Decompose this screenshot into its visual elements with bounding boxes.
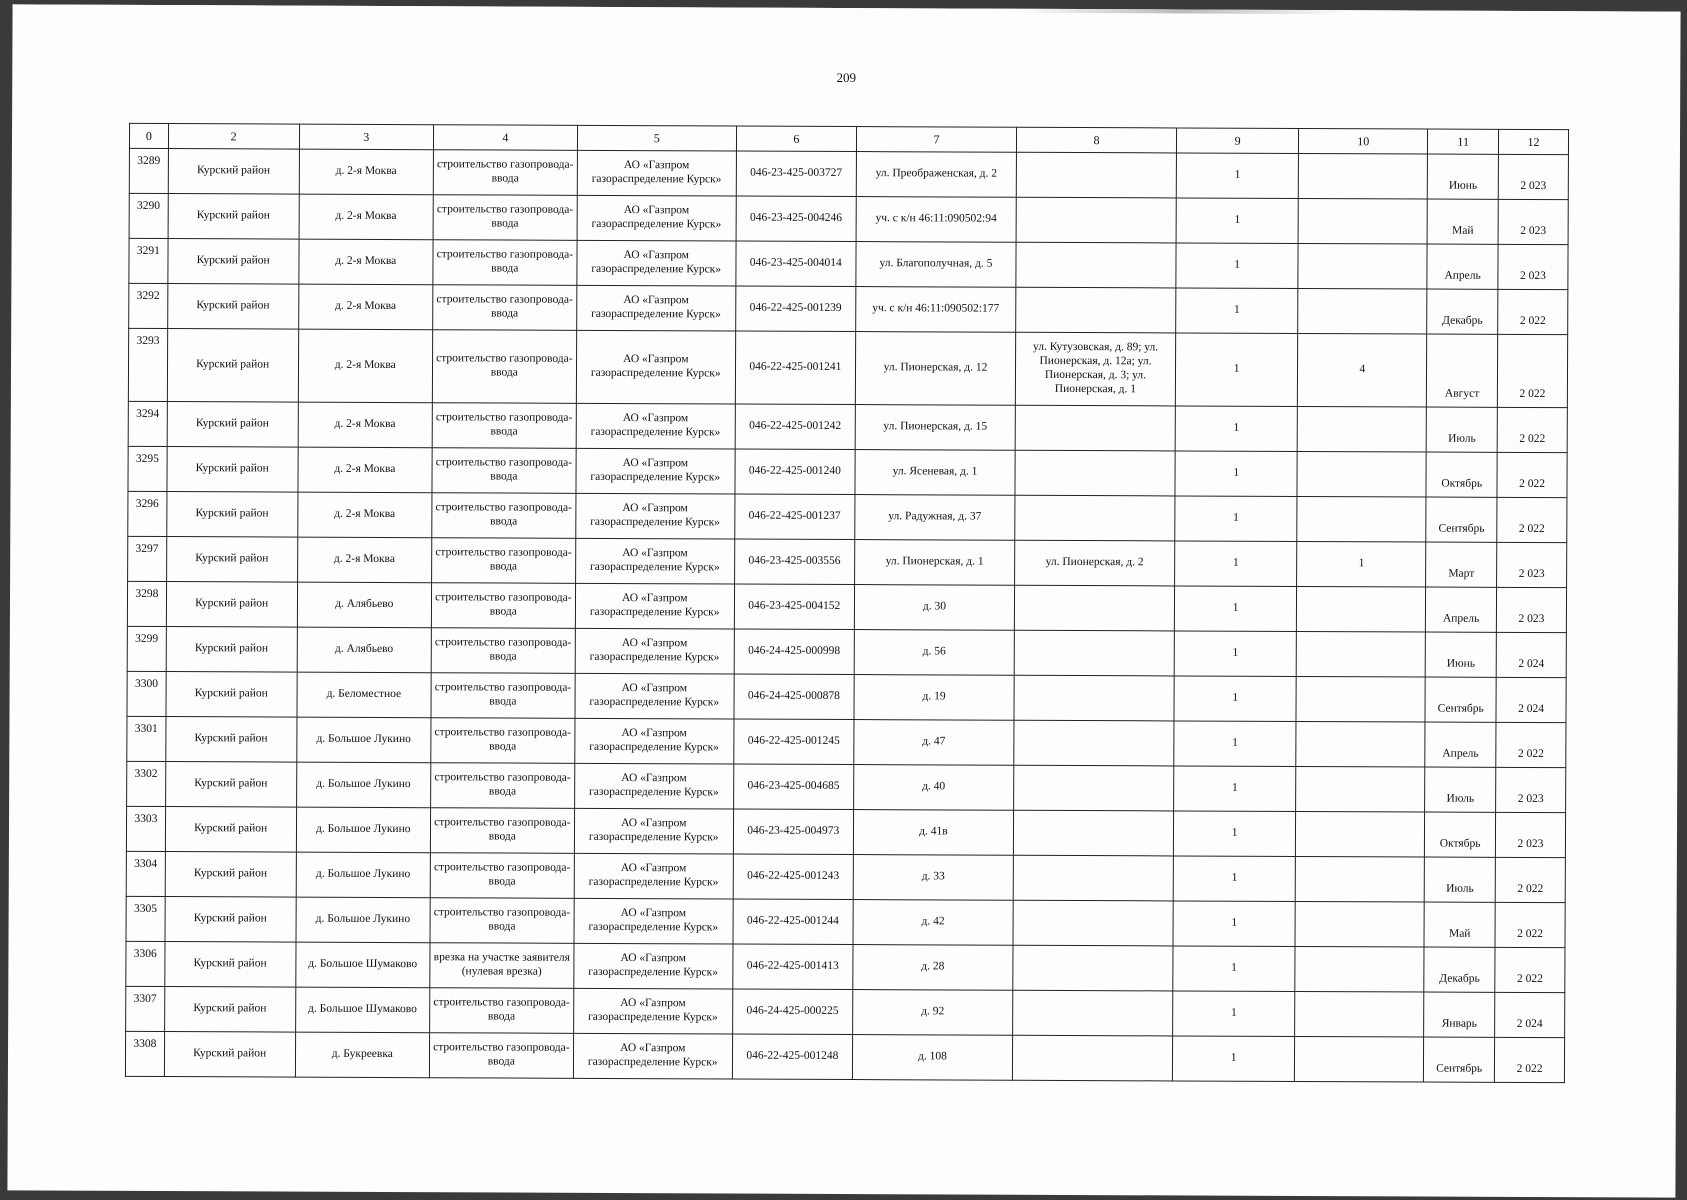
- additional-addresses-cell: [1014, 675, 1174, 721]
- application-code-cell: 046-22-425-001245: [733, 719, 853, 765]
- additional-addresses-cell: [1015, 495, 1175, 541]
- locality-cell: д. Большое Лукино: [296, 762, 430, 808]
- count-cell: 1: [1175, 451, 1298, 497]
- month-cell: Март: [1426, 542, 1497, 587]
- organization-cell: АО «Газпром газораспределение Курск»: [575, 628, 734, 674]
- organization-cell: АО «Газпром газораспределение Курск»: [577, 150, 736, 196]
- additional-addresses-cell: [1016, 242, 1176, 288]
- month-cell: Июль: [1425, 767, 1496, 812]
- organization-cell: АО «Газпром газораспределение Курск»: [573, 988, 732, 1034]
- application-code-cell: 046-22-425-001243: [733, 854, 853, 900]
- work-type-cell: строительство газопровода-ввода: [431, 583, 575, 629]
- district-cell: Курский район: [164, 987, 295, 1033]
- row-number: 3291: [129, 238, 168, 283]
- row-number: 3295: [128, 446, 167, 491]
- application-code-cell: 046-22-425-001239: [735, 286, 855, 332]
- address-cell: д. 28: [853, 945, 1013, 991]
- district-cell: Курский район: [165, 717, 296, 763]
- column-header: 5: [577, 125, 736, 151]
- application-code-cell: 046-23-425-004152: [734, 584, 854, 630]
- district-cell: Курский район: [165, 807, 296, 853]
- application-code-cell: 046-24-425-000998: [734, 629, 854, 675]
- additional-count-cell: [1296, 811, 1425, 857]
- additional-addresses-cell: [1016, 152, 1176, 198]
- work-type-cell: строительство газопровода-ввода: [431, 718, 575, 764]
- table-row: [128, 536, 1567, 587]
- count-cell: 1: [1175, 541, 1298, 587]
- additional-count-cell: [1297, 496, 1426, 542]
- additional-count-cell: [1297, 451, 1426, 497]
- address-cell: ул. Пионерская, д. 15: [855, 405, 1015, 451]
- work-type-cell: строительство газопровода-ввода: [430, 808, 574, 854]
- application-code-cell: 046-24-425-000878: [734, 674, 854, 720]
- work-type-cell: строительство газопровода-ввода: [433, 195, 577, 241]
- additional-count-cell: [1296, 721, 1425, 767]
- organization-cell: АО «Газпром газораспределение Курск»: [574, 943, 733, 989]
- scan-edge: [13, 4, 1681, 15]
- row-number: 3302: [127, 761, 166, 806]
- column-header: 9: [1176, 128, 1299, 154]
- row-number: 3298: [127, 581, 166, 626]
- locality-cell: д. Большое Лукино: [296, 717, 430, 763]
- locality-cell: д. Большое Лукино: [296, 807, 430, 853]
- year-cell: 2 022: [1496, 722, 1566, 767]
- organization-cell: АО «Газпром газораспределение Курск»: [575, 718, 734, 764]
- month-cell: Декабрь: [1427, 289, 1498, 334]
- row-number: 3301: [127, 716, 166, 761]
- locality-cell: д. 2-я Моква: [298, 447, 432, 493]
- district-cell: Курский район: [168, 149, 299, 195]
- locality-cell: д. 2-я Моква: [298, 329, 433, 403]
- table-row: [129, 193, 1568, 244]
- row-number: 3300: [127, 671, 166, 716]
- additional-count-cell: [1299, 153, 1428, 199]
- year-cell: 2 024: [1496, 677, 1566, 722]
- document-page: [7, 4, 1680, 1197]
- organization-cell: АО «Газпром газораспределение Курск»: [575, 583, 734, 629]
- table-row: [128, 446, 1567, 497]
- address-cell: ул. Ясеневая, д. 1: [855, 450, 1015, 496]
- address-cell: ул. Благополучная, д. 5: [856, 242, 1016, 288]
- district-cell: Курский район: [166, 627, 297, 673]
- row-number: 3296: [128, 491, 167, 536]
- count-cell: 1: [1174, 676, 1297, 722]
- count-cell: 1: [1174, 631, 1297, 677]
- work-type-cell: строительство газопровода-ввода: [430, 853, 574, 899]
- organization-cell: АО «Газпром газораспределение Курск»: [576, 403, 735, 449]
- additional-addresses-cell: [1016, 287, 1176, 333]
- month-cell: Июнь: [1425, 632, 1496, 677]
- year-cell: 2 024: [1495, 992, 1565, 1037]
- row-number: 3294: [128, 401, 167, 446]
- count-cell: 1: [1173, 991, 1296, 1037]
- additional-addresses-cell: [1015, 405, 1175, 451]
- table-row: [127, 761, 1566, 812]
- locality-cell: д. 2-я Моква: [299, 194, 433, 240]
- row-number: 3299: [127, 626, 166, 671]
- work-type-cell: строительство газопровода-ввода: [430, 988, 574, 1034]
- year-cell: 2 022: [1497, 407, 1567, 452]
- application-code-cell: 046-23-425-003727: [736, 151, 856, 197]
- table-row: [128, 491, 1567, 542]
- count-cell: 1: [1176, 243, 1299, 289]
- additional-addresses-cell: [1015, 450, 1175, 496]
- work-type-cell: строительство газопровода-ввода: [431, 538, 575, 584]
- application-code-cell: 046-22-425-001242: [735, 404, 855, 450]
- additional-count-cell: 1: [1297, 541, 1426, 587]
- address-cell: д. 108: [852, 1035, 1012, 1081]
- table-row: [127, 626, 1566, 677]
- additional-addresses-cell: [1013, 945, 1173, 991]
- district-cell: Курский район: [168, 194, 299, 240]
- month-cell: Январь: [1424, 992, 1495, 1037]
- year-cell: 2 022: [1495, 947, 1565, 992]
- organization-cell: АО «Газпром газораспределение Курск»: [574, 853, 733, 899]
- organization-cell: АО «Газпром газораспределение Курск»: [574, 808, 733, 854]
- district-cell: Курский район: [165, 762, 296, 808]
- additional-count-cell: [1298, 198, 1427, 244]
- month-cell: Июль: [1426, 407, 1497, 452]
- district-cell: Курский район: [166, 537, 297, 583]
- locality-cell: д. Беломестное: [297, 672, 431, 718]
- month-cell: Сентябрь: [1426, 497, 1497, 542]
- address-cell: д. 19: [854, 675, 1014, 721]
- application-code-cell: 046-22-425-001237: [734, 494, 854, 540]
- additional-addresses-cell: [1014, 720, 1174, 766]
- count-cell: 1: [1173, 946, 1296, 992]
- address-cell: ул. Радужная, д. 37: [855, 495, 1015, 541]
- district-cell: Курский район: [167, 284, 298, 330]
- row-number: 3293: [128, 328, 167, 401]
- additional-addresses-cell: ул. Кутузовская, д. 89; ул. Пионерская, д. 12а; ул. Пионерская, д. 3; ул. Пионерская, д. 1: [1015, 332, 1175, 406]
- district-cell: Курский район: [164, 942, 295, 988]
- organization-cell: АО «Газпром газораспределение Курск»: [576, 285, 735, 331]
- month-cell: Апрель: [1425, 722, 1496, 767]
- work-type-cell: строительство газопровода-ввода: [430, 898, 574, 944]
- column-header: 4: [433, 125, 577, 151]
- application-code-cell: 046-23-425-004246: [736, 196, 856, 242]
- column-header: 7: [856, 127, 1016, 153]
- locality-cell: д. Букреевка: [295, 1032, 429, 1078]
- data-table: [125, 123, 1569, 1083]
- table-row: [127, 716, 1566, 767]
- additional-addresses-cell: [1013, 810, 1173, 856]
- year-cell: 2 023: [1496, 812, 1566, 857]
- column-header: 6: [736, 126, 856, 152]
- table-row: [126, 806, 1565, 857]
- count-cell: 1: [1172, 1036, 1295, 1082]
- table-body: [125, 148, 1568, 1082]
- month-cell: Октябрь: [1425, 812, 1496, 857]
- application-code-cell: 046-24-425-000225: [732, 989, 852, 1035]
- row-number: 3292: [129, 283, 168, 328]
- count-cell: 1: [1173, 901, 1296, 947]
- year-cell: 2 024: [1496, 632, 1566, 677]
- work-type-cell: строительство газопровода-ввода: [431, 628, 575, 674]
- organization-cell: АО «Газпром газораспределение Курск»: [575, 673, 734, 719]
- district-cell: Курский район: [166, 672, 297, 718]
- address-cell: ул. Пионерская, д. 12: [855, 332, 1015, 406]
- locality-cell: д. Большое Лукино: [296, 897, 430, 943]
- row-number: 3304: [126, 851, 165, 896]
- column-header: 10: [1299, 128, 1428, 154]
- additional-addresses-cell: [1014, 585, 1174, 631]
- column-header: 12: [1499, 129, 1569, 154]
- year-cell: 2 022: [1498, 289, 1568, 334]
- month-cell: Октябрь: [1426, 452, 1497, 497]
- month-cell: Май: [1424, 902, 1495, 947]
- additional-count-cell: [1295, 991, 1424, 1037]
- additional-count-cell: [1295, 1036, 1424, 1082]
- additional-count-cell: 4: [1298, 333, 1427, 407]
- month-cell: Апрель: [1426, 587, 1497, 632]
- month-cell: Июль: [1424, 857, 1495, 902]
- column-header: 3: [299, 124, 433, 150]
- organization-cell: АО «Газпром газораспределение Курск»: [577, 240, 736, 286]
- column-header: 0: [129, 123, 168, 148]
- count-cell: 1: [1175, 496, 1298, 542]
- locality-cell: д. 2-я Моква: [298, 284, 432, 330]
- table-row: [129, 148, 1568, 199]
- work-type-cell: строительство газопровода-ввода: [433, 285, 577, 331]
- table-row: [125, 1031, 1564, 1082]
- additional-count-cell: [1298, 243, 1427, 289]
- address-cell: д. 33: [853, 855, 1013, 901]
- column-header: 8: [1016, 127, 1176, 153]
- district-cell: Курский район: [165, 852, 296, 898]
- month-cell: Декабрь: [1424, 947, 1495, 992]
- table-row: [126, 941, 1565, 992]
- application-code-cell: 046-23-425-004973: [733, 809, 853, 855]
- column-header: 2: [168, 124, 299, 150]
- locality-cell: д. Алябьево: [297, 627, 431, 673]
- additional-addresses-cell: [1012, 1035, 1172, 1081]
- year-cell: 2 022: [1497, 334, 1567, 407]
- month-cell: Август: [1427, 334, 1498, 407]
- row-number: 3307: [126, 986, 165, 1031]
- additional-addresses-cell: [1013, 900, 1173, 946]
- work-type-cell: строительство газопровода-ввода: [432, 493, 576, 539]
- address-cell: д. 42: [853, 900, 1013, 946]
- application-code-cell: 046-22-425-001413: [733, 944, 853, 990]
- address-cell: ул. Пионерская, д. 1: [855, 540, 1015, 586]
- district-cell: Курский район: [166, 492, 297, 538]
- district-cell: Курский район: [167, 447, 298, 493]
- table-row: [126, 896, 1565, 947]
- table-row: [128, 328, 1567, 407]
- additional-addresses-cell: [1016, 197, 1176, 243]
- count-cell: 1: [1173, 856, 1296, 902]
- address-cell: д. 92: [853, 990, 1013, 1036]
- additional-addresses-cell: [1013, 855, 1173, 901]
- row-number: 3306: [126, 941, 165, 986]
- locality-cell: д. 2-я Моква: [297, 537, 431, 583]
- table-row: [127, 671, 1566, 722]
- application-code-cell: 046-23-425-004014: [736, 241, 856, 287]
- work-type-cell: строительство газопровода-ввода: [432, 448, 576, 494]
- month-cell: Апрель: [1427, 244, 1498, 289]
- additional-count-cell: [1296, 676, 1425, 722]
- table-row: [129, 283, 1568, 334]
- year-cell: 2 023: [1498, 199, 1568, 244]
- additional-addresses-cell: ул. Пионерская, д. 2: [1015, 540, 1175, 586]
- year-cell: 2 022: [1495, 857, 1565, 902]
- row-number: 3305: [126, 896, 165, 941]
- year-cell: 2 023: [1496, 767, 1566, 812]
- table-row: [128, 401, 1567, 452]
- count-cell: 1: [1174, 586, 1297, 632]
- work-type-cell: строительство газопровода-ввода: [431, 673, 575, 719]
- count-cell: 1: [1173, 811, 1296, 857]
- count-cell: 1: [1175, 333, 1298, 407]
- locality-cell: д. Большое Лукино: [296, 852, 430, 898]
- additional-count-cell: [1298, 406, 1427, 452]
- year-cell: 2 023: [1497, 542, 1567, 587]
- additional-count-cell: [1297, 586, 1426, 632]
- additional-addresses-cell: [1013, 990, 1173, 1036]
- row-number: 3290: [129, 193, 168, 238]
- organization-cell: АО «Газпром газораспределение Курск»: [574, 898, 733, 944]
- count-cell: 1: [1175, 406, 1298, 452]
- count-cell: 1: [1174, 766, 1297, 812]
- year-cell: 2 023: [1496, 587, 1566, 632]
- address-cell: д. 56: [854, 630, 1014, 676]
- additional-addresses-cell: [1014, 630, 1174, 676]
- organization-cell: АО «Газпром газораспределение Курск»: [576, 493, 735, 539]
- additional-count-cell: [1296, 766, 1425, 812]
- month-cell: Май: [1427, 199, 1498, 244]
- additional-count-cell: [1295, 901, 1424, 947]
- year-cell: 2 023: [1498, 154, 1568, 199]
- work-type-cell: строительство газопровода-ввода: [429, 1033, 573, 1079]
- month-cell: Сентябрь: [1424, 1037, 1495, 1082]
- table-row: [126, 986, 1565, 1037]
- page-number: 209: [836, 69, 857, 86]
- work-type-cell: строительство газопровода-ввода: [433, 240, 577, 286]
- work-type-cell: строительство газопровода-ввода: [433, 150, 577, 196]
- table-row: [126, 851, 1565, 902]
- month-cell: Сентябрь: [1425, 677, 1496, 722]
- organization-cell: АО «Газпром газораспределение Курск»: [576, 448, 735, 494]
- address-cell: д. 41в: [853, 810, 1013, 856]
- locality-cell: д. Большое Шумаково: [295, 987, 429, 1033]
- application-code-cell: 046-22-425-001240: [735, 449, 855, 495]
- application-code-cell: 046-23-425-004685: [733, 764, 853, 810]
- work-type-cell: строительство газопровода-ввода: [430, 763, 574, 809]
- address-cell: д. 30: [854, 585, 1014, 631]
- count-cell: 1: [1176, 198, 1299, 244]
- address-cell: уч. с к/н 46:11:090502:177: [856, 287, 1016, 333]
- additional-count-cell: [1296, 856, 1425, 902]
- address-cell: ул. Преображенская, д. 2: [856, 152, 1016, 198]
- table-row: [129, 238, 1568, 289]
- application-code-cell: 046-23-425-003556: [734, 539, 854, 585]
- row-number: 3303: [126, 806, 165, 851]
- district-cell: Курский район: [166, 582, 297, 628]
- application-code-cell: 046-22-425-001241: [735, 331, 856, 405]
- year-cell: 2 022: [1497, 497, 1567, 542]
- additional-count-cell: [1297, 631, 1426, 677]
- organization-cell: АО «Газпром газораспределение Курск»: [577, 195, 736, 241]
- work-type-cell: строительство газопровода-ввода: [432, 330, 576, 404]
- row-number: 3297: [128, 536, 167, 581]
- additional-count-cell: [1295, 946, 1424, 992]
- organization-cell: АО «Газпром газораспределение Курск»: [575, 538, 734, 584]
- count-cell: 1: [1176, 288, 1299, 334]
- application-code-cell: 046-22-425-001248: [732, 1034, 852, 1080]
- locality-cell: д. Большое Шумаково: [295, 942, 429, 988]
- work-type-cell: строительство газопровода-ввода: [432, 403, 576, 449]
- locality-cell: д. 2-я Моква: [299, 149, 433, 195]
- year-cell: 2 022: [1497, 452, 1567, 497]
- application-code-cell: 046-22-425-001244: [733, 899, 853, 945]
- locality-cell: д. Алябьево: [297, 582, 431, 628]
- organization-cell: АО «Газпром газораспределение Курск»: [576, 330, 735, 404]
- work-type-cell: врезка на участке заявителя (нулевая врезка): [430, 943, 574, 989]
- district-cell: Курский район: [168, 239, 299, 285]
- district-cell: Курский район: [165, 897, 296, 943]
- locality-cell: д. 2-я Моква: [297, 492, 431, 538]
- address-cell: уч. с к/н 46:11:090502:94: [856, 197, 1016, 243]
- count-cell: 1: [1174, 721, 1297, 767]
- additional-addresses-cell: [1014, 765, 1174, 811]
- district-cell: Курский район: [164, 1032, 295, 1078]
- year-cell: 2 023: [1498, 244, 1568, 289]
- locality-cell: д. 2-я Моква: [299, 239, 433, 285]
- row-number: 3289: [129, 148, 168, 193]
- district-cell: Курский район: [167, 402, 298, 448]
- locality-cell: д. 2-я Моква: [298, 402, 432, 448]
- address-cell: д. 40: [854, 765, 1014, 811]
- organization-cell: АО «Газпром газораспределение Курск»: [574, 763, 733, 809]
- district-cell: Курский район: [167, 329, 298, 403]
- row-number: 3308: [125, 1031, 164, 1076]
- month-cell: Июнь: [1428, 154, 1499, 199]
- column-header: 11: [1428, 129, 1499, 154]
- year-cell: 2 022: [1495, 1037, 1565, 1082]
- additional-count-cell: [1298, 288, 1427, 334]
- address-cell: д. 47: [854, 720, 1014, 766]
- organization-cell: АО «Газпром газораспределение Курск»: [573, 1033, 732, 1079]
- table-row: [127, 581, 1566, 632]
- count-cell: 1: [1176, 153, 1299, 199]
- year-cell: 2 022: [1495, 902, 1565, 947]
